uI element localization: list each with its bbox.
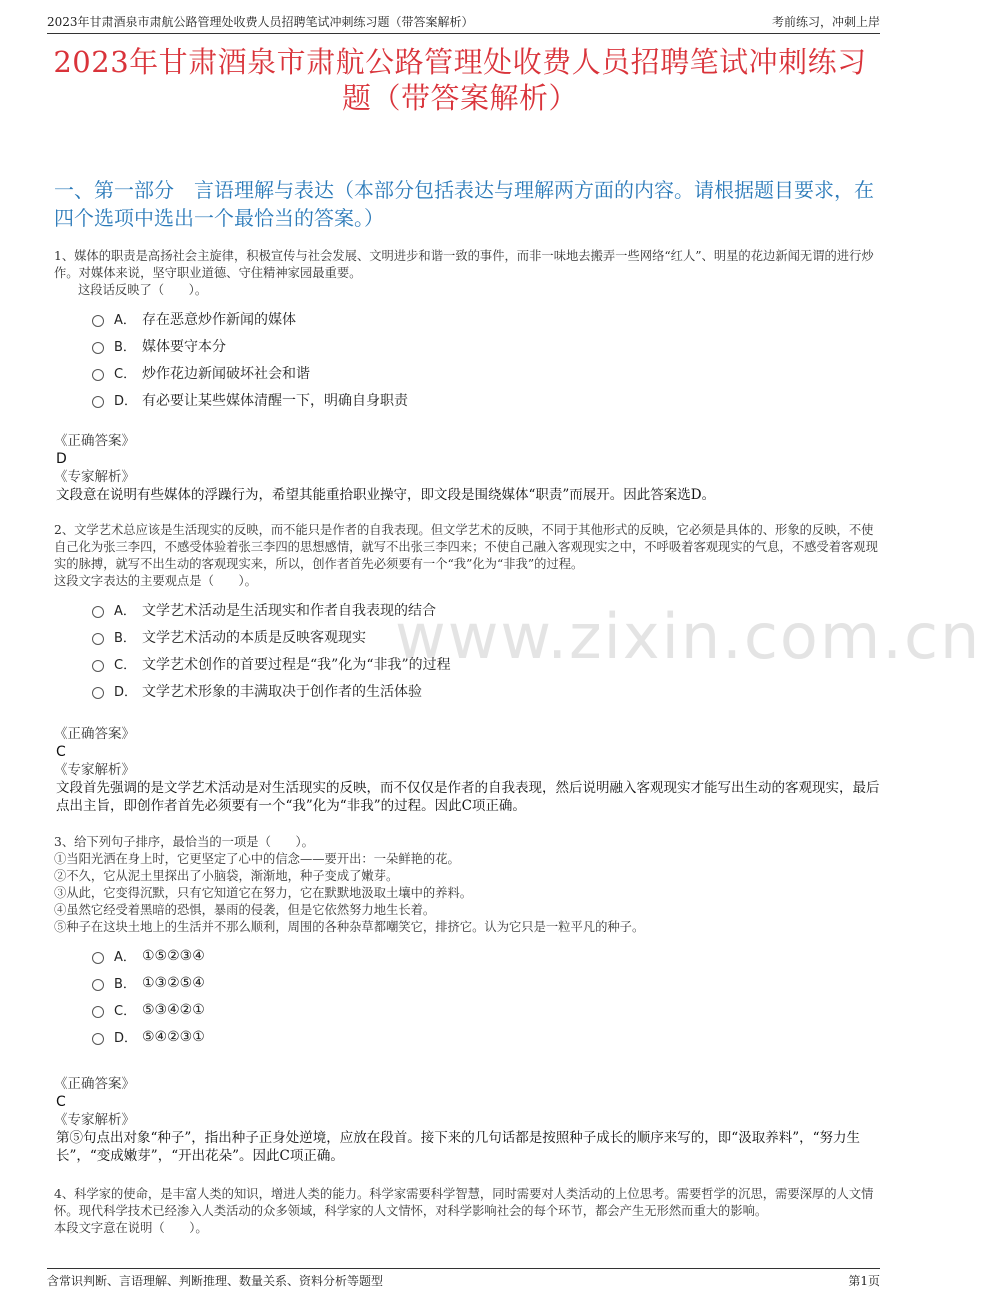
answer-block-1: [54, 432, 880, 504]
answer-block-3: [54, 1075, 880, 1165]
page-footer: [47, 1268, 880, 1290]
analysis-label: 《专家解析》: [54, 469, 135, 485]
option-a[interactable]: [92, 305, 880, 332]
question-text: 2、文学艺术总应该是生活现实的反映，而不能只是作者的自我表现。但文学艺术的反映，不同于其他形式的反映，它必须是具体的、形象的反映，不使自己化为张三李四，不感受体验着张三李四的思想感情，就写不出张三李四来；不使自己融入客观现实之中，不呼吸着客观现实的气息，不感受着客观现实的脉搏，就写不出生动的客观现实来，所以，创作者首先必须要有一个“我”化为“非我”的过程。: [54, 523, 878, 571]
question-text: 1、媒体的职责是高扬社会主旋律，积极宣传与社会发展、文明进步和谐一致的事件，而非一味地去搬弄一些网络“红人”、明星的花边新闻无谓的进行炒作。对媒体来说，坚守职业道德、守住精神家园最重要。: [54, 249, 874, 280]
sentence-4: ④虽然它经受着黑暗的恐惧，暴雨的侵袭，但是它依然努力地生长着。: [54, 903, 436, 917]
question-prompt: 这段话反映了（ ）。: [78, 283, 208, 297]
radio-button[interactable]: [92, 1033, 104, 1045]
analysis-label: 《专家解析》: [54, 1112, 135, 1128]
option-b[interactable]: [92, 623, 880, 650]
option-text: ⑤③④②①: [142, 1001, 205, 1018]
option-b[interactable]: [92, 332, 880, 359]
question-prompt: 本段文字意在说明（ ）。: [54, 1221, 208, 1235]
analysis-text: 文段意在说明有些媒体的浮躁行为，希望其能重拾职业操守，即文段是围绕媒体“职责”而展开。因此答案选D。: [56, 487, 716, 503]
option-list: [54, 305, 880, 413]
analysis-text: 第⑤句点出对象“种子”，指出种子正身处逆境，应放在段首。接下来的几句话都是按照种子成长的顺序来写的，即“汲取养料”，“努力生长”，“变成嫩芽”，“开出花朵”。因此C项正确。: [56, 1130, 861, 1164]
question-4: [54, 1186, 880, 1237]
option-letter: A．: [114, 313, 136, 328]
radio-button[interactable]: [92, 979, 104, 991]
radio-button[interactable]: [92, 687, 104, 699]
sentence-5: ⑤种子在这块土地上的生活并不那么顺利，周围的各种杂草都嘲笑它，排挤它。认为它只是一粒平凡的种子。: [54, 920, 645, 934]
answer-value: C: [56, 1094, 66, 1110]
question-stem: [54, 1186, 880, 1237]
option-list: [54, 596, 880, 704]
radio-button[interactable]: [92, 315, 104, 327]
radio-button[interactable]: [92, 369, 104, 381]
option-list: [54, 942, 880, 1050]
answer-value: D: [56, 451, 67, 467]
option-text: 文学艺术活动是生活现实和作者自我表现的结合: [142, 602, 436, 619]
option-text: 文学艺术创作的首要过程是“我”化为“非我”的过程: [142, 656, 451, 673]
radio-button[interactable]: [92, 396, 104, 408]
option-text: 有必要让某些媒体清醒一下，明确自身职责: [142, 392, 408, 409]
option-a[interactable]: [92, 596, 880, 623]
footer-description: 含常识判断、言语理解、判断推理、数量关系、资料分析等题型: [47, 1274, 384, 1288]
option-letter: C．: [114, 1004, 137, 1019]
option-d[interactable]: [92, 386, 880, 413]
option-text: 文学艺术形象的丰满取决于创作者的生活体验: [142, 683, 422, 700]
question-text: 4、科学家的使命，是丰富人类的知识，增进人类的能力。科学家需要科学智慧，同时需要对人类活动的上位思考。需要哲学的沉思，需要深厚的人文情怀。现代科学技术已经渗入人类活动的众多领域，科学家的人文情怀，对科学影响社会的每个环节，都会产生无形然而重大的影响。: [54, 1187, 874, 1218]
option-d[interactable]: [92, 1023, 880, 1050]
option-text: 媒体要守本分: [142, 338, 226, 355]
option-c[interactable]: [92, 359, 880, 386]
option-text: ①③②⑤④: [142, 974, 205, 991]
page-header: [47, 12, 880, 34]
option-letter: B．: [114, 340, 136, 355]
sentence-3: ③从此，它变得沉默，只有它知道它在努力，它在默默地汲取土壤中的养料。: [54, 886, 473, 900]
sentence-1: ①当阳光洒在身上时，它更坚定了心中的信念——要开出：一朵鲜艳的花。: [54, 852, 460, 866]
answer-label: 《正确答案》: [54, 726, 135, 742]
question-text: 3、给下列句子排序，最恰当的一项是（ ）。: [54, 835, 314, 849]
page-number: 第1页: [848, 1274, 880, 1288]
document-title: 2023年甘肃酒泉市肃航公路管理处收费人员招聘笔试冲刺练习题（带答案解析）: [53, 45, 867, 115]
header-doc-title: 2023年甘肃酒泉市肃航公路管理处收费人员招聘笔试冲刺练习题（带答案解析）: [47, 15, 474, 29]
option-text: ①⑤②③④: [142, 947, 205, 964]
question-1: [54, 248, 880, 413]
analysis-label: 《专家解析》: [54, 762, 135, 778]
radio-button[interactable]: [92, 606, 104, 618]
answer-label: 《正确答案》: [54, 433, 135, 449]
analysis-text: 文段首先强调的是文学艺术活动是对生活现实的反映，而不仅仅是作者的自我表现，然后说明融入客观现实才能写出生动的客观现实，最后点出主旨，即创作者首先必须要有一个“我”化为“非我”的过程。因此C项正确。: [56, 780, 880, 814]
answer-block-2: [54, 725, 880, 815]
header-slogan: 考前练习，冲刺上岸: [771, 15, 880, 29]
option-letter: D．: [114, 394, 138, 409]
question-prompt: 这段文字表达的主要观点是（ ）。: [54, 574, 257, 588]
section-title: 一、第一部分 言语理解与表达（本部分包括表达与理解两方面的内容。请根据题目要求，在四个选项中选出一个最恰当的答案。）: [54, 178, 874, 230]
option-letter: C．: [114, 658, 137, 673]
radio-button[interactable]: [92, 952, 104, 964]
question-stem: [54, 248, 880, 299]
sentence-2: ②不久，它从泥土里探出了小脑袋，渐渐地，种子变成了嫩芽。: [54, 869, 399, 883]
option-letter: A．: [114, 950, 136, 965]
option-letter: B．: [114, 631, 136, 646]
radio-button[interactable]: [92, 633, 104, 645]
question-2: [54, 522, 880, 704]
radio-button[interactable]: [92, 1006, 104, 1018]
answer-label: 《正确答案》: [54, 1076, 135, 1092]
option-c[interactable]: [92, 650, 880, 677]
option-b[interactable]: [92, 969, 880, 996]
question-3: [54, 834, 880, 1050]
radio-button[interactable]: [92, 342, 104, 354]
option-text: 存在恶意炒作新闻的媒体: [142, 311, 296, 328]
option-text: 文学艺术活动的本质是反映客观现实: [142, 629, 366, 646]
option-letter: B．: [114, 977, 136, 992]
option-letter: D．: [114, 1031, 138, 1046]
answer-value: C: [56, 744, 66, 760]
option-c[interactable]: [92, 996, 880, 1023]
question-stem: [54, 834, 880, 936]
option-letter: A．: [114, 604, 136, 619]
question-stem: [54, 522, 880, 590]
watermark: www.zixin.com.cn: [395, 600, 981, 673]
option-d[interactable]: [92, 677, 880, 704]
radio-button[interactable]: [92, 660, 104, 672]
option-letter: D．: [114, 685, 138, 700]
option-letter: C．: [114, 367, 137, 382]
option-text: ⑤④②③①: [142, 1028, 205, 1045]
option-a[interactable]: [92, 942, 880, 969]
option-text: 炒作花边新闻破坏社会和谐: [142, 365, 310, 382]
